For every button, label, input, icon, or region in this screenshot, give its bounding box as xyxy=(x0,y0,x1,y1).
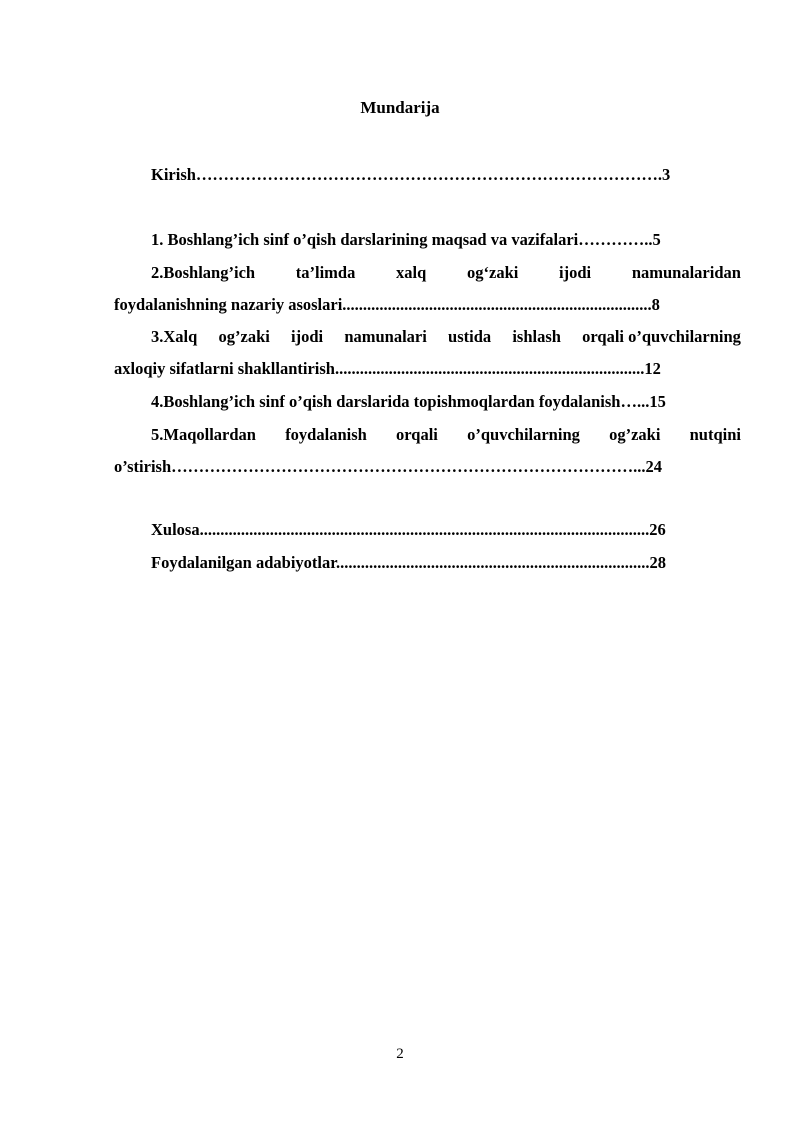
toc-word: og’zaki xyxy=(609,425,661,444)
toc-word: ta’limda xyxy=(295,263,356,282)
toc-item-5-line-1 xyxy=(151,424,741,446)
page-title: Mundarija xyxy=(360,98,440,117)
toc-word: namunalari xyxy=(344,327,427,346)
toc-word: orqali xyxy=(396,425,438,444)
toc-word: 3.Xalq xyxy=(151,327,198,346)
toc-item-2-line-2: foydalanishning nazariy asoslari...........................................................................8 xyxy=(114,295,660,314)
toc-word: foydalanish xyxy=(285,425,367,444)
toc-word: 2.Boshlang’ich xyxy=(151,263,256,282)
toc-word: og’zaki xyxy=(218,327,270,346)
toc-item-5-line-2: o’stirish…………………………………………………………………………...24 xyxy=(114,457,663,476)
toc-word: nutqini xyxy=(689,425,741,444)
toc-word: orqali o’quvchilarning xyxy=(582,327,741,346)
toc-item-3-line-1 xyxy=(151,326,741,348)
toc-kirish: Kirish………………………………………………………………………….3 xyxy=(151,165,671,184)
toc-word: ijodi xyxy=(291,327,324,346)
toc-adabiyotlar: Foydalanilgan adabiyotlar............................................................................28 xyxy=(151,553,667,572)
toc-word: 5.Maqollardan xyxy=(151,425,256,444)
toc-item-1: 1. Boshlang’ich sinf o’qish darslarining maqsad va vazifalari…………..5 xyxy=(151,230,661,249)
toc-word: ustida xyxy=(448,327,492,346)
page-number: 2 xyxy=(396,1046,404,1062)
toc-item-3-line-2: axloqiy sifatlarni shakllantirish...........................................................................12 xyxy=(114,359,661,378)
toc-word: og‘zaki xyxy=(467,263,519,282)
toc-word: o’quvchilarning xyxy=(467,425,580,444)
toc-item-2-line-1 xyxy=(151,262,741,284)
toc-word: ijodi xyxy=(559,263,592,282)
toc-xulosa: Xulosa.............................................................................................................26 xyxy=(151,520,666,539)
toc-word: ishlash xyxy=(512,327,561,346)
toc-item-4: 4.Boshlang’ich sinf o’qish darslarida topishmoqlardan foydalanish…...15 xyxy=(151,392,666,411)
toc-word: namunalaridan xyxy=(631,263,741,282)
toc-word: xalq xyxy=(396,263,427,282)
